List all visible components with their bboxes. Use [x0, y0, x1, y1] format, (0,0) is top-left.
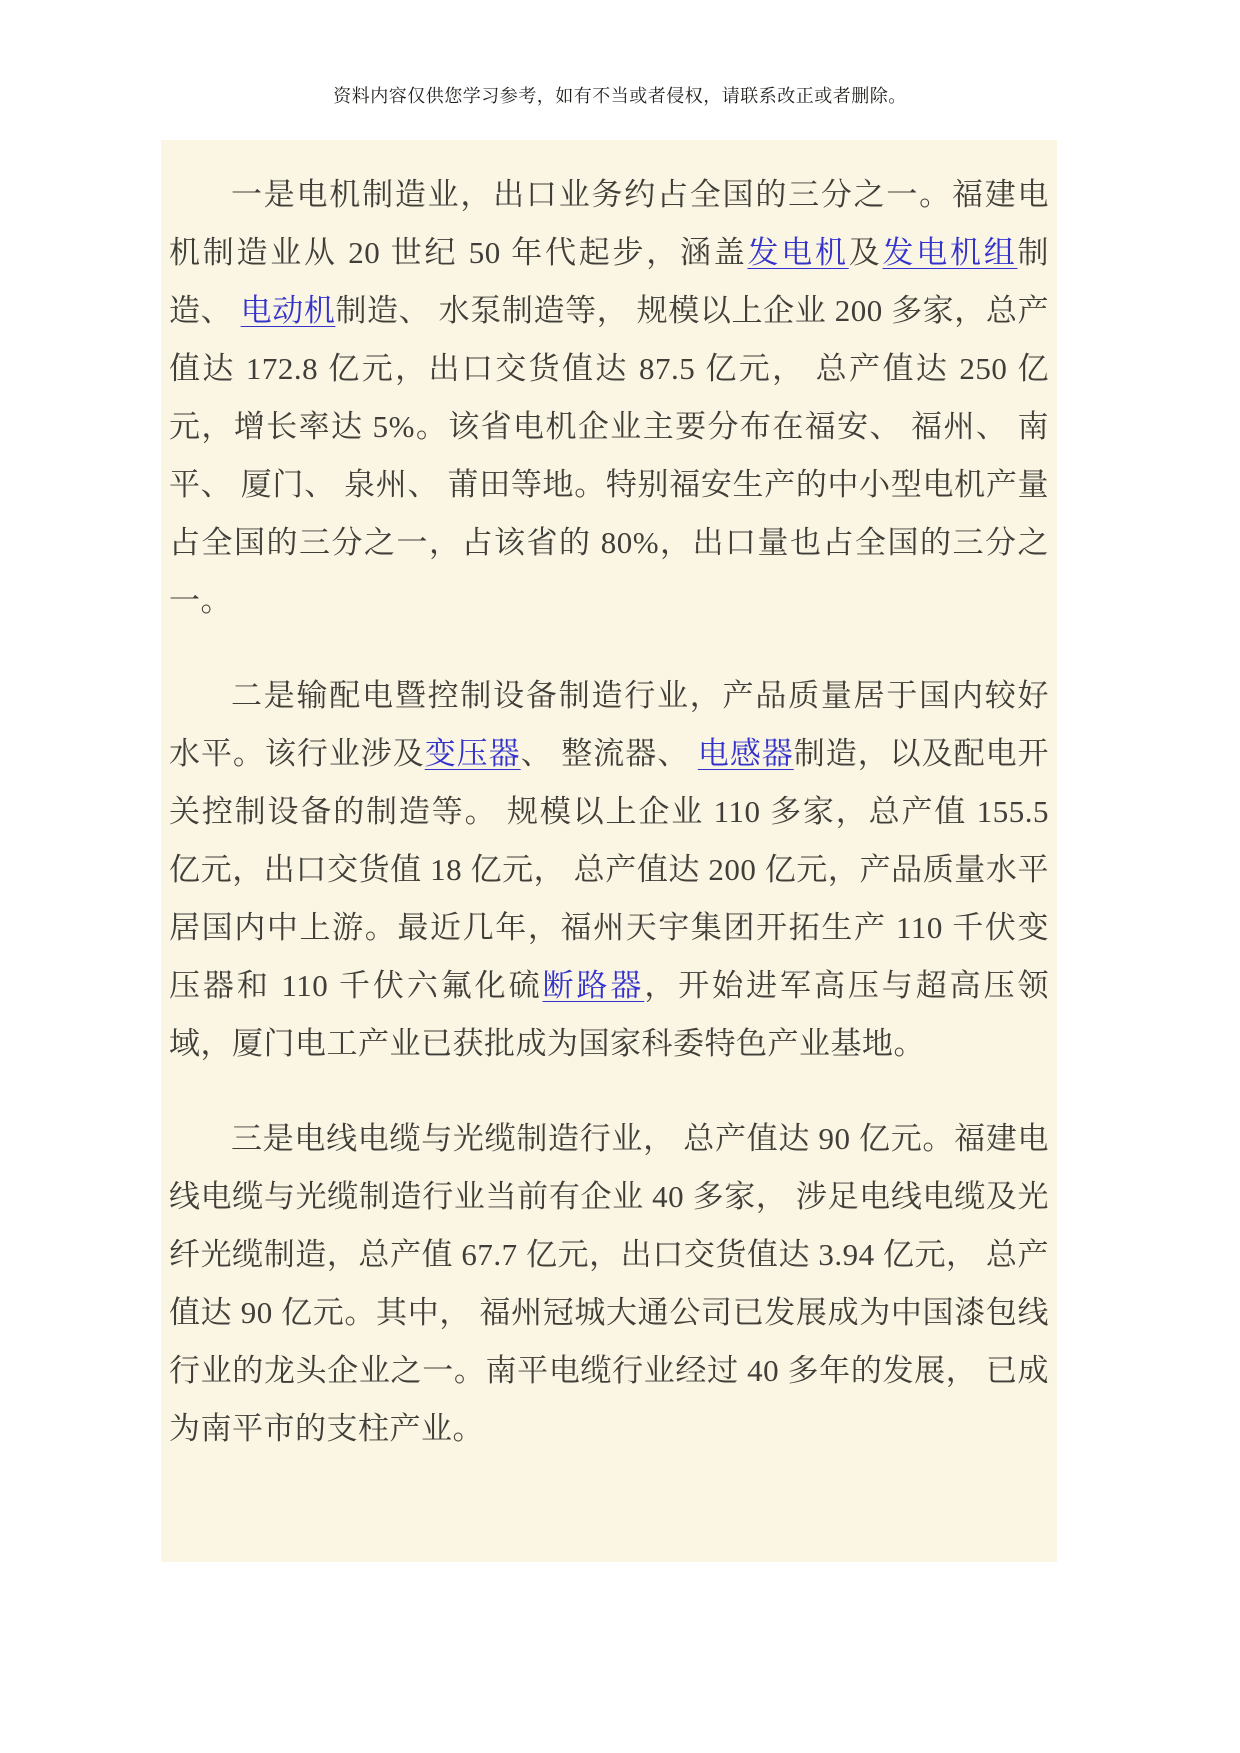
text-run: ，开始进军高压与超高压领域，厦门电工产业已获批成为国家科委特色产业基地。	[169, 968, 1049, 1061]
inline-link[interactable]: 发电机组	[882, 235, 1018, 270]
text-run: 制造，以及配电开关控制设备的制造等。 规模以上企业 110 多家，总产值 155.5 亿元，出口交货值 18 亿元， 总产值达 200 亿元，产品质量水平居国内中上游。最近几年，福州天宇集团开拓生产 110 千伏变压器和 110 千伏六氟化硫	[169, 736, 1050, 1003]
inline-link[interactable]: 电动机	[240, 293, 336, 328]
inline-link[interactable]: 断路器	[542, 968, 645, 1003]
document-body	[161, 140, 1057, 1562]
paragraph	[169, 166, 1049, 630]
text-run: 、 整流器、	[520, 736, 698, 771]
disclaimer-text: 资料内容仅供您学习参考，如有不当或者侵权，请联系改正或者删除。	[333, 86, 907, 106]
text-run: 制造、 水泵制造等， 规模以上企业 200 多家，总产值达 172.8 亿元，出口交货值达 87.5 亿元， 总产值达 250 亿元，增长率达 5%。该省电机企业主要分布在福安、 福州、 南平、 厦门、 泉州、 莆田等地。特别福安生产的中小型电机产量占全国的三分之一，占该省的 80%，出口量也占全国的三分之一。	[169, 293, 1050, 618]
text-run: 二是输配电暨控制设备制造行业，产品质量居于国内较好水平。该行业涉及	[169, 678, 1049, 771]
inline-link[interactable]: 电感器	[697, 736, 794, 771]
text-run: 及	[848, 235, 883, 270]
text-run: 一是电机制造业，出口业务约占全国的三分之一。福建电机制造业从 20 世纪 50 年代起步，涵盖	[169, 177, 1049, 270]
paragraph	[169, 667, 1049, 1073]
inline-link[interactable]: 变压器	[424, 736, 521, 771]
paragraph	[169, 1110, 1049, 1458]
text-run: 三是电线电缆与光缆制造行业， 总产值达 90 亿元。福建电线电缆与光缆制造行业当前有企业 40 多家， 涉足电线电缆及光纤光缆制造，总产值 67.7 亿元，出口交货值达 3.94 亿元， 总产值达 90 亿元。其中， 福州冠城大通公司已发展成为中国漆包线行业的龙头企业之一。南平电缆行业经过 40 多年的发展， 已成为南平市的支柱产业。	[169, 1121, 1049, 1446]
text-run: 制造、	[169, 235, 1049, 328]
inline-link[interactable]: 发电机	[747, 235, 849, 270]
